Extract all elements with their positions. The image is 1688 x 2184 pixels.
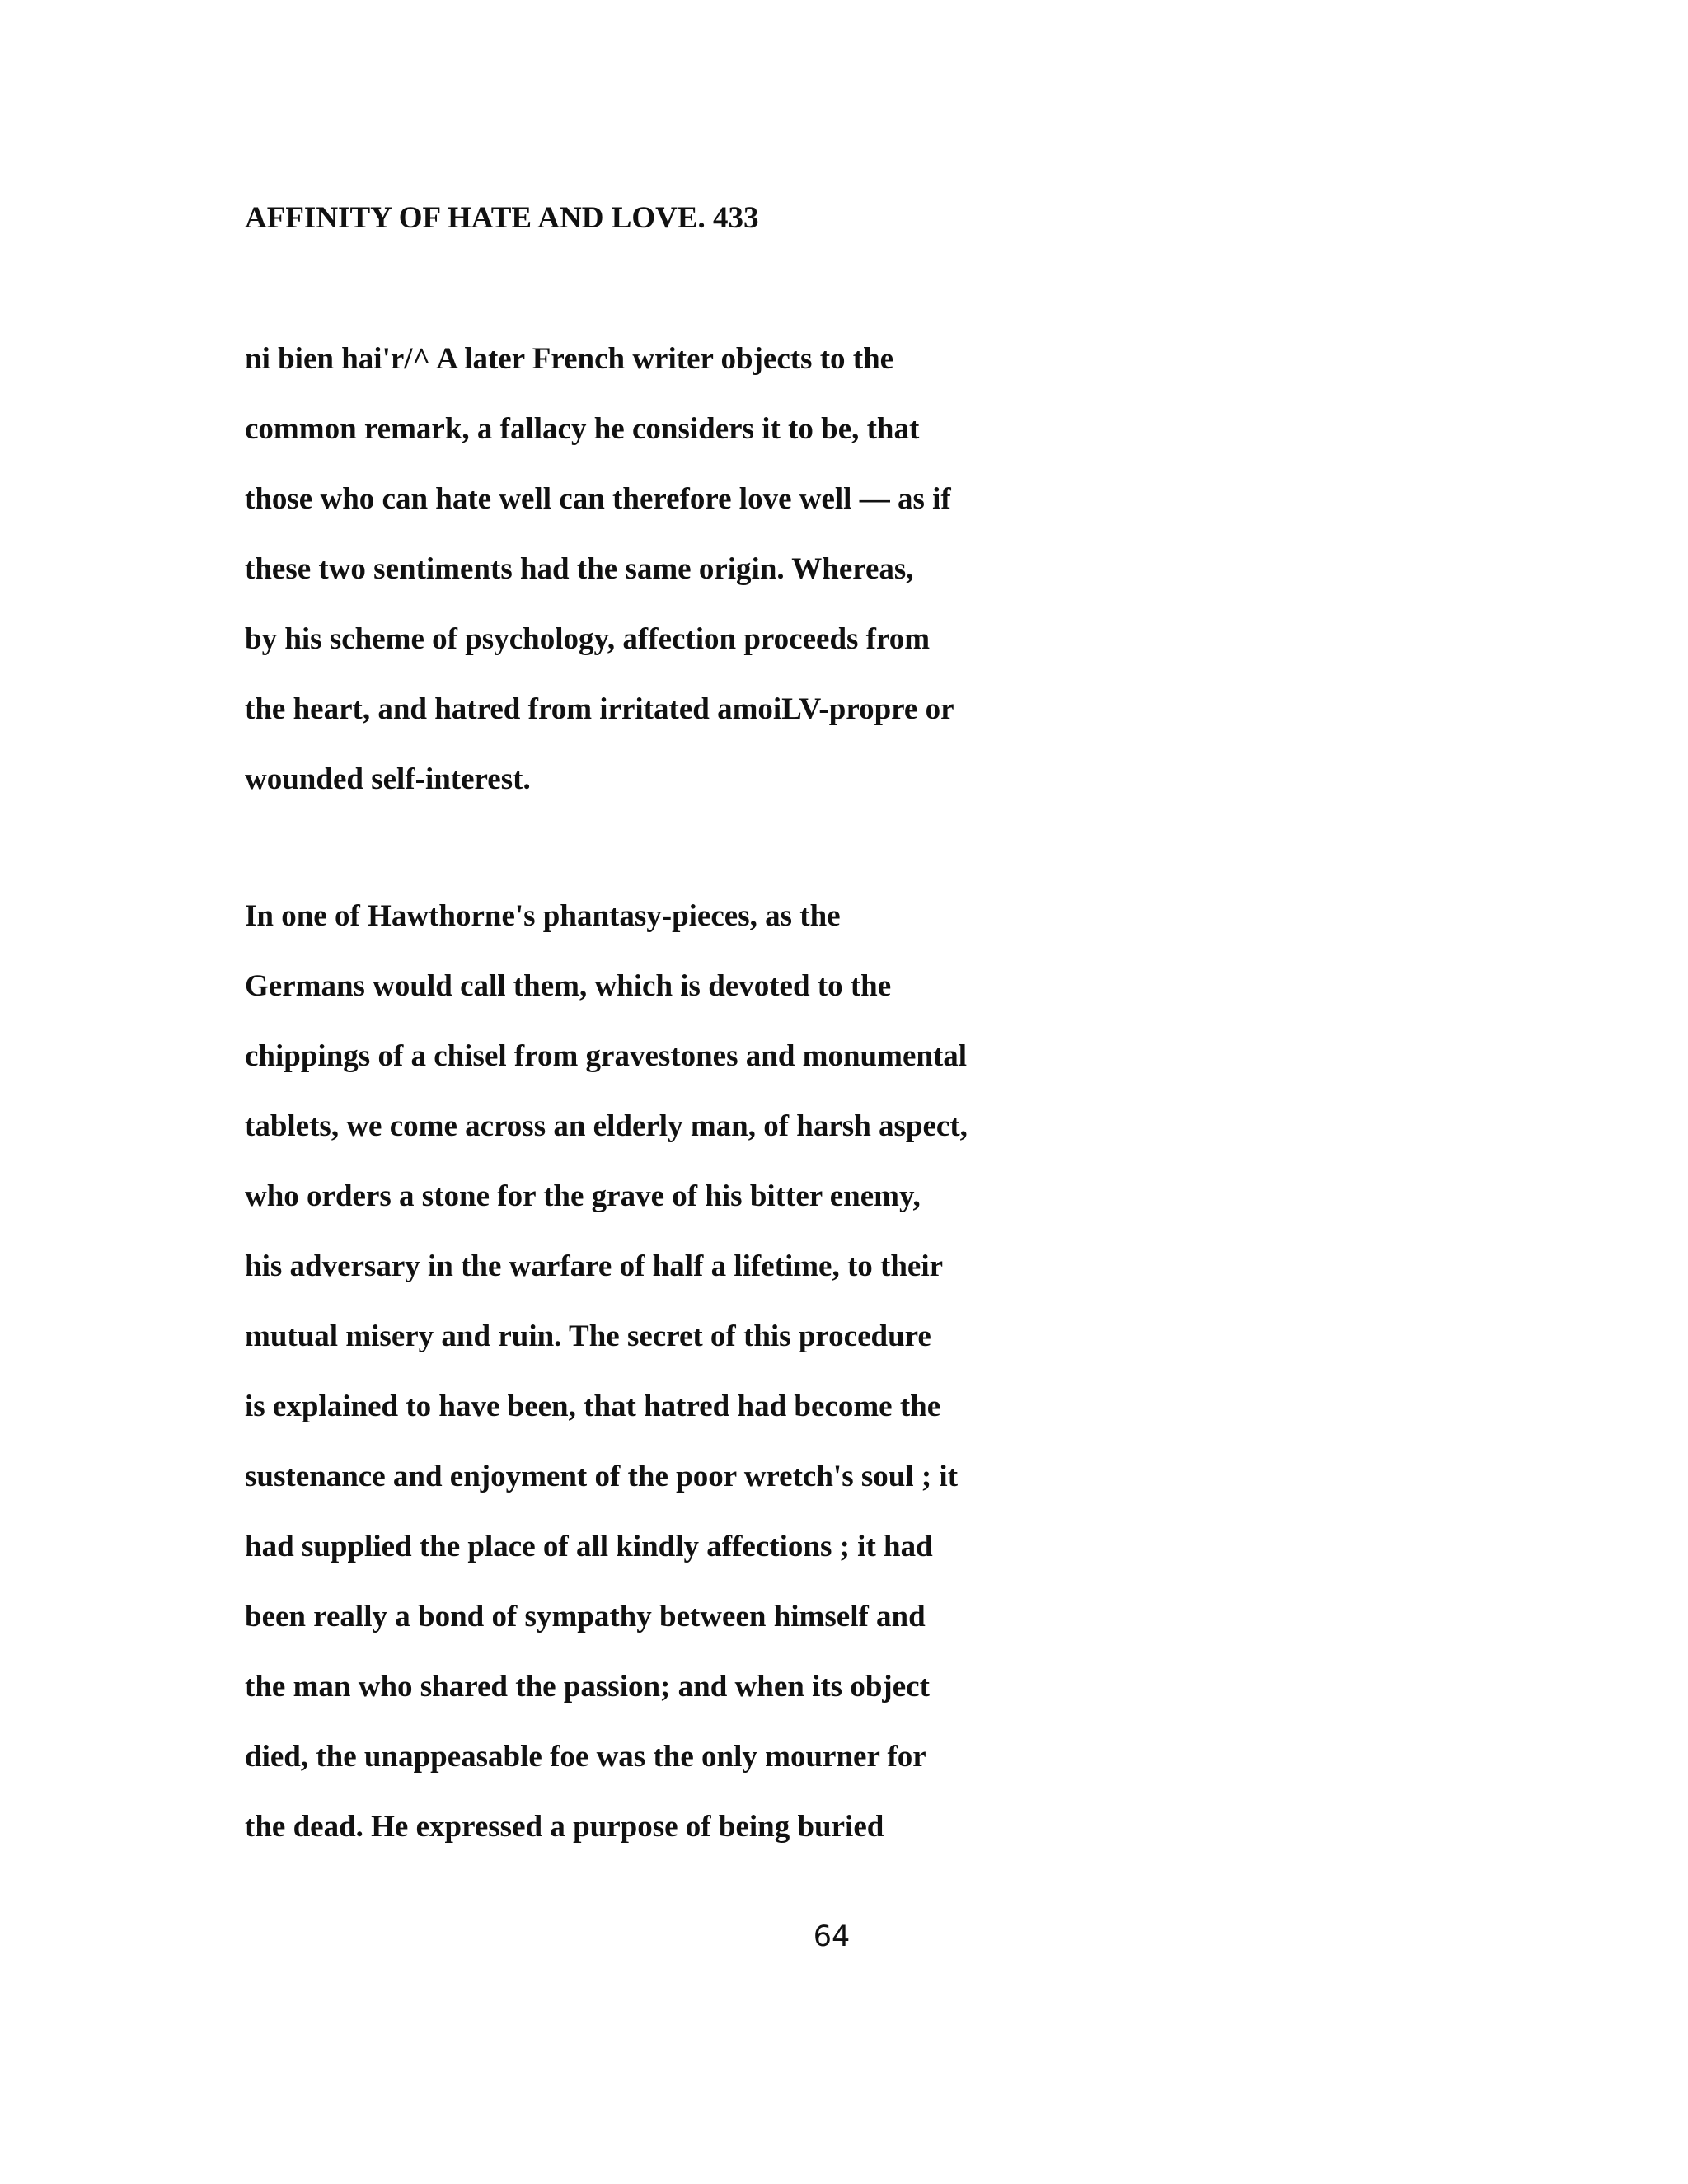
text-line: by his scheme of psychology, affection proceeds from — [245, 622, 931, 656]
text-line: common remark, a fallacy he considers it to be, that — [245, 412, 920, 446]
text-line: those who can hate well can therefore love well — as if — [245, 482, 951, 516]
text-line: these two sentiments had the same origin. Whereas, — [245, 552, 914, 586]
text-line: the man who shared the passion; and when its object — [245, 1670, 930, 1704]
text-line: been really a bond of sympathy between himself and — [245, 1600, 926, 1633]
text-line: his adversary in the warfare of half a lifetime, to their — [245, 1249, 944, 1283]
text-line: had supplied the place of all kindly affections ; it had — [245, 1530, 933, 1563]
running-head: AFFINITY OF HATE AND LOVE. 433 — [245, 201, 759, 235]
text-line: died, the unappeasable foe was the only mourner for — [245, 1740, 926, 1774]
text-line: wounded self-interest. — [245, 762, 531, 796]
paragraph — [245, 881, 968, 1862]
text-line: chippings of a chisel from gravestones and monumental — [245, 1039, 968, 1073]
page-number: 64 — [813, 1920, 851, 1953]
text-line: the heart, and hatred from irritated amoiLV-propre or — [245, 692, 954, 726]
text-line: the dead. He expressed a purpose of being buried — [245, 1810, 884, 1844]
text-line: sustenance and enjoyment of the poor wretch's soul ; it — [245, 1460, 959, 1493]
text-line: In one of Hawthorne's phantasy-pieces, as the — [245, 899, 841, 933]
text-line: who orders a stone for the grave of his bitter enemy, — [245, 1179, 921, 1213]
text-line: mutual misery and ruin. The secret of this procedure — [245, 1319, 931, 1353]
text-line: is explained to have been, that hatred had become the — [245, 1390, 941, 1423]
text-line: Germans would call them, which is devoted to the — [245, 969, 892, 1003]
text-line: tablets, we come across an elderly man, of harsh aspect, — [245, 1109, 968, 1143]
text-line: ni bien hai'r/^ A later French writer objects to the — [245, 342, 894, 376]
paragraph — [245, 324, 954, 814]
